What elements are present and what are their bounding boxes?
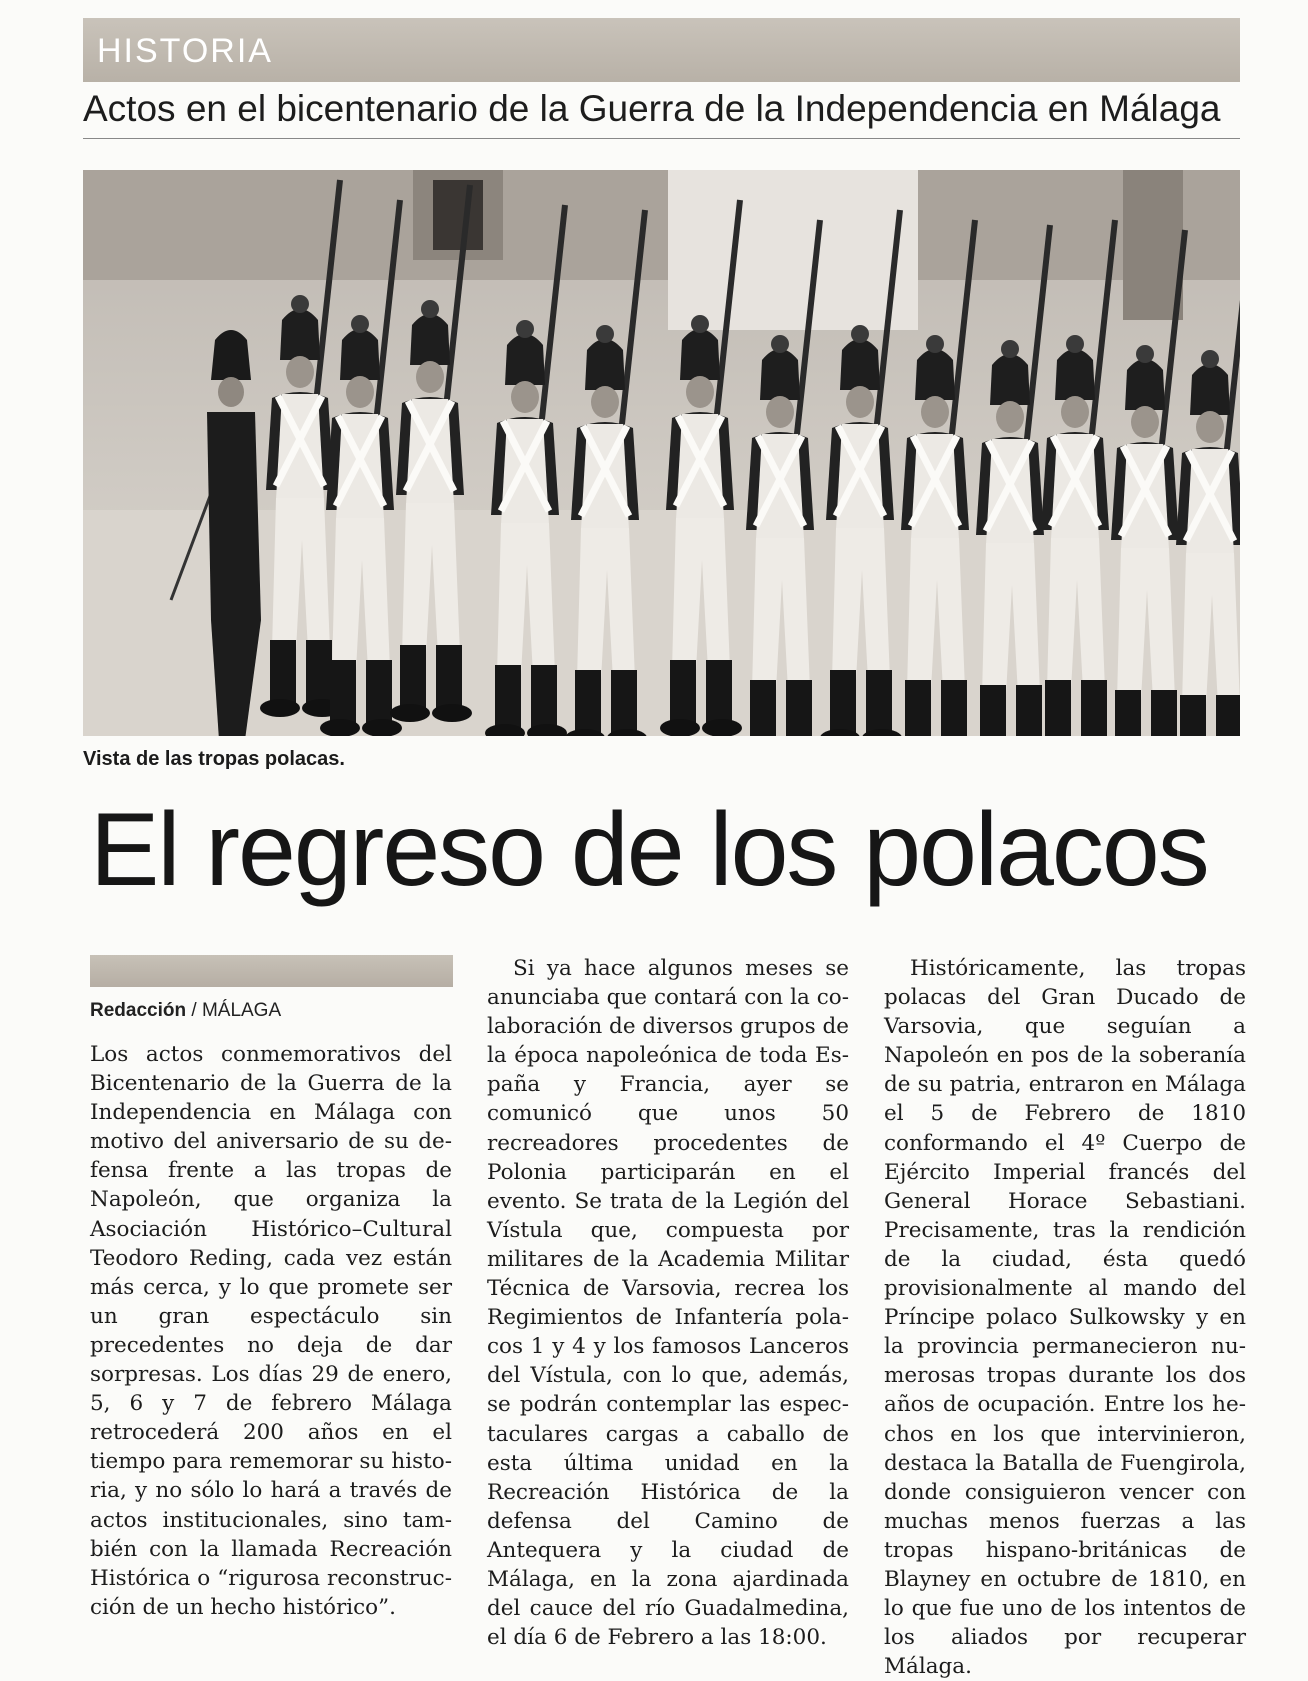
article-column-1 — [90, 1040, 452, 1622]
paragraph-1: Los actos conmemorativos del Bicentenario de la Guerra de la Independencia en Málaga con motivo del aniversario de su defensa frente a las tropas de Napoleón, que organiza la Asociación Histórico–Cultural Teodoro Reding, cada vez están más cerca, y lo que promete ser un gran espectáculo sin precedentes no deja de dar sorpresas. Los días 29 de enero, 5, 6 y 7 de febrero Málaga retrocederá 200 años en el tiempo para rememorar su historia, y no sólo lo hará a través de actos institucionales, sino también con la llamada Recreación Histórica o “rigurosa reconstrucción de un hecho histórico”. — [90, 1042, 452, 1620]
article-photo — [83, 170, 1240, 736]
byline-separator: / — [186, 1000, 202, 1021]
kicker-subtitle: Actos en el bicentenario de la Guerra de la Independencia en Málaga — [83, 88, 1221, 129]
paragraph-3: Históricamente, las tropas polacas del Gran Ducado de Varsovia, que seguían a Napoleón en pos de la soberanía de su patria, entraron en Málaga el 5 de Febrero de 1810 conformando el 4º Cuerpo de Ejército Imperial francés del General Horace Sebastiani. Precisamente, tras la rendición de la ciudad, ésta quedó provisionalmente al mando del Príncipe polaco Sulkowsky y en la provincia permanecieron numerosas tropas durante los dos años de ocupación. Entre los hechos en los que intervinieron, destaca la Batalla de Fuengirola, donde consiguieron vencer con muchas menos fuerzas a las tropas hispano-británicas de Blayney en octubre de 1810, en lo que fue uno de los intentos de los aliados por recuperar Málaga. — [884, 956, 1246, 1680]
section-label: HISTORIA — [97, 32, 273, 70]
paragraph-2: Si ya hace algunos meses se anunciaba que contará con la colaboración de diversos grupos de la época napoleónica de toda España y Francia, ayer se comunicó que unos 50 recreadores procedentes de Polonia participarán en el evento. Se trata de la Legión del Vístula que, compuesta por militares de la Academia Militar Técnica de Varsovia, recrea los Regimientos de Infantería polacos 1 y 4 y los famosos Lanceros del Vístula, con lo que, además, se podrán contemplar las espectaculares cargas a caballo de esta última unidad en la Recreación Histórica de la defensa del Camino de Antequera y la ciudad de Málaga, en la zona ajardinada del cauce del río Guadalmedina, el día 6 de Febrero a las 18:00. — [487, 956, 849, 1651]
article-column-3 — [884, 954, 1246, 1681]
byline — [90, 1000, 281, 1022]
byline-bar — [90, 955, 453, 987]
byline-author: Redacción — [90, 1000, 187, 1021]
kicker-divider — [83, 138, 1240, 139]
headline: El regreso de los polacos — [90, 792, 1208, 908]
article-column-2 — [487, 954, 849, 1652]
photo-caption: Vista de las tropas polacas. — [83, 748, 345, 770]
byline-location: MÁLAGA — [201, 1000, 282, 1021]
section-header-bar — [83, 18, 1240, 82]
